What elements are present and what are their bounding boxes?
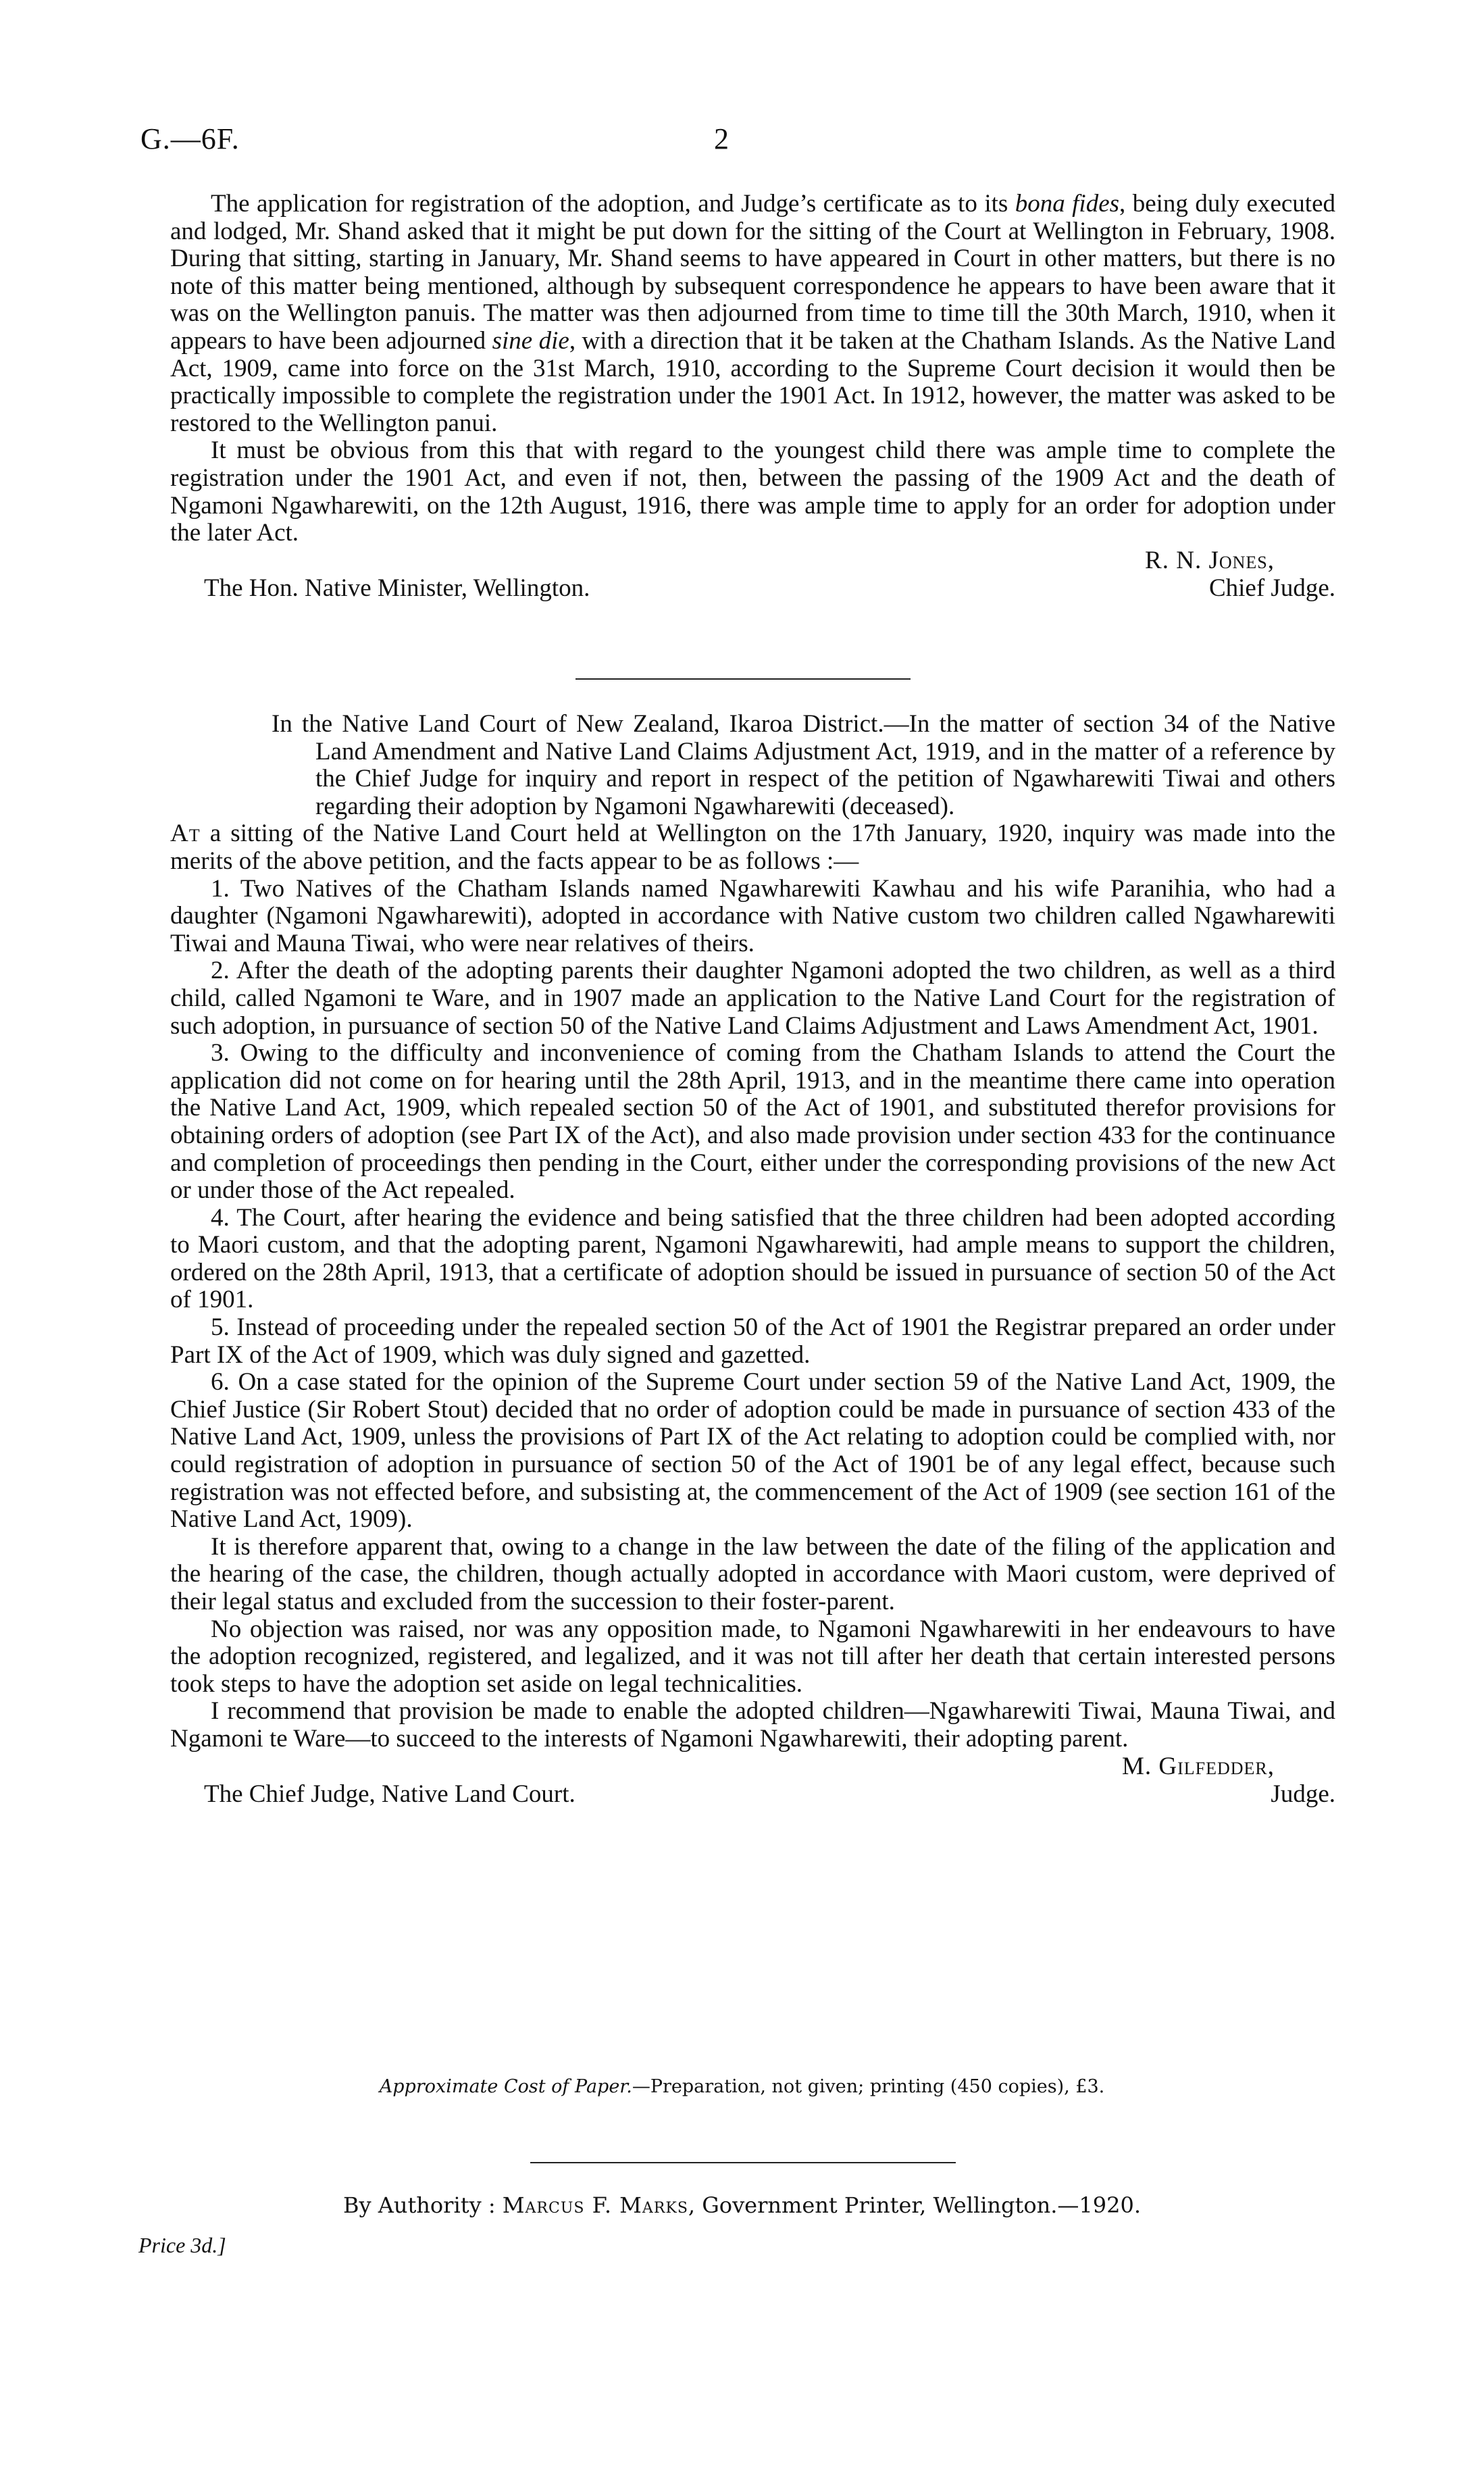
list-item: 5. Instead of proceeding under the repealed section 50 of the Act of 1901 the Registrar prepared an order under Part IX of the Act of 1909, which was duly signed and gazetted. — [170, 1313, 1335, 1369]
signature-block — [170, 1753, 1335, 1809]
paragraph: I recommend that provision be made to enable the adopted children—Ngawharewiti Tiwai, Mauna Tiwai, and Ngamoni te Ware—to succeed to the interests of Ngamoni Ngawharewiti, their adopting parent. — [170, 1697, 1335, 1753]
page-number: 2 — [714, 122, 729, 155]
chief-judge-report — [170, 191, 1335, 603]
signatory-title: Chief Judge. — [1208, 574, 1335, 602]
paragraph: It must be obvious from this that with regard to the youngest child there was ample time to complete the registration under the 1901 Act, and even if not, then, between the passing of the 1909 Act and the death of Ngamoni Ngawharewiti, on the 12th August, 1916, there was ample time to apply for an order for adoption under the later Act. — [170, 436, 1335, 547]
signatory-name: R. N. Jones, — [1145, 546, 1275, 574]
list-item: 2. After the death of the adopting parents their daughter Ngamoni adopted the two children, as well as a third child, called Ngamoni te Ware, and in 1907 made an application to the Native Land Court for the registration of such adoption, in pursuance of section 50 of the Native Land Claims Adjustment and Laws Amendment Act, 1901. — [170, 957, 1335, 1040]
addressee: The Hon. Native Minister, Wellington. — [204, 574, 590, 602]
paper-reference: G.—6F. — [140, 122, 240, 155]
footer-divider — [530, 2162, 956, 2163]
signatory-name: M. Gilfedder, — [1121, 1752, 1275, 1780]
list-item: 6. On a case stated for the opinion of the Supreme Court under section 59 of the Native Land Act, 1909, the Chief Justice (Sir Robert Stout) decided that no order of adoption could be made in pursuance of section 433 of the Native Land Act, 1909, unless the provisions of Part IX of the Act relating to adoption could be complied with, nor could registration of adoption in pursuance of section 50 of the Act of 1901 be of any legal effect, because such registration was not effected before, and subsisting at, the commencement of the Act of 1909 (see section 161 of the Native Land Act, 1909). — [170, 1368, 1335, 1534]
paragraph: It is therefore apparent that, owing to a change in the law between the date of the filing of the application and the hearing of the case, the children, though actually adopted in accordance with Maori custom, were deprived of their legal status and excluded from the succession to their foster-parent. — [170, 1532, 1335, 1615]
matter-caption: In the Native Land Court of New Zealand, Ikaroa District.—In the matter of section 34 of the Native Land Amendment and Native Land Claims Adjustment Act, 1919, and in the matter of a reference by the Chief Judge for inquiry and report in respect of the petition of Ngawharewiti Tiwai and others regarding their adoption by Ngamoni Ngawharewiti (deceased). — [272, 710, 1335, 820]
list-item: 4. The Court, after hearing the evidence and being satisfied that the three children had been adopted according to Maori custom, and that the adopting parent, Ngamoni Ngawharewiti, had ample means to support the children, ordered on the 28th April, 1913, that a certificate of adoption should be issued in pursuance of section 50 of the Act of 1901. — [170, 1203, 1335, 1314]
signatory-title: Judge. — [1271, 1780, 1335, 1808]
court-report — [170, 711, 1335, 1809]
cost-note: Approximate Cost of Paper.—Preparation, not given; printing (450 copies), £3. — [379, 2076, 1105, 2097]
printer-imprint: By Authority : Marcus F. Marks, Government Printer, Wellington.—1920. — [342, 2192, 1142, 2218]
addressee: The Chief Judge, Native Land Court. — [204, 1780, 575, 1808]
paragraph: At a sitting of the Native Land Court held at Wellington on the 17th January, 1920, inquiry was made into the merits of the above petition, and the facts appear to be as follows :— — [170, 820, 1335, 875]
list-item: 3. Owing to the difficulty and inconvenience of coming from the Chatham Islands to attend the Court the application did not come on for hearing until the 28th April, 1913, and in the meantime there came into operation the Native Land Act, 1909, which repealed section 50 of the Act of 1901, and substituted therefor provisions for obtaining orders of adoption (see Part IX of the Act), and also made provision under section 433 for the continuance and completion of proceedings then pending in the Court, either under the corresponding provisions of the new Act or under those of the Act repealed. — [170, 1039, 1335, 1205]
paragraph: The application for registration of the adoption, and Judge’s certificate as to its bona fides, being duly executed and lodged, Mr. Shand asked that it might be put down for the sitting of the Court at Wellington in February, 1908. During that sitting, starting in January, Mr. Shand seems to have appeared in Court in other matters, but there is no note of this matter being mentioned, although by subsequent correspondence he appears to have been aware that it was on the Wellington panuis. The matter was then adjourned from time to time till the 30th March, 1910, when it appears to have been adjourned sine die, with a direction that it be taken at the Chatham Islands. As the Native Land Act, 1909, came into force on the 31st March, 1910, according to the Supreme Court decision it would then be practically impossible to complete the registration under the 1901 Act. In 1912, however, the matter was asked to be restored to the Wellington panui. — [170, 190, 1335, 437]
list-item: 1. Two Natives of the Chatham Islands named Ngawharewiti Kawhau and his wife Paranihia, who had a daughter (Ngamoni Ngawharewiti), adopted in accordance with Native custom two children called Ngawharewiti Tiwai and Mauna Tiwai, who were near relatives of theirs. — [170, 874, 1335, 957]
signature-block — [170, 547, 1335, 603]
page-header — [140, 122, 1302, 162]
paragraph: No objection was raised, nor was any opposition made, to Ngamoni Ngawharewiti in her endeavours to have the adoption recognized, registered, and legalized, and it was not till after her death that certain interested persons took steps to have the adoption set aside on legal technicalities. — [170, 1615, 1335, 1698]
section-divider — [575, 678, 911, 680]
price-note: Price 3d.] — [138, 2233, 226, 2257]
